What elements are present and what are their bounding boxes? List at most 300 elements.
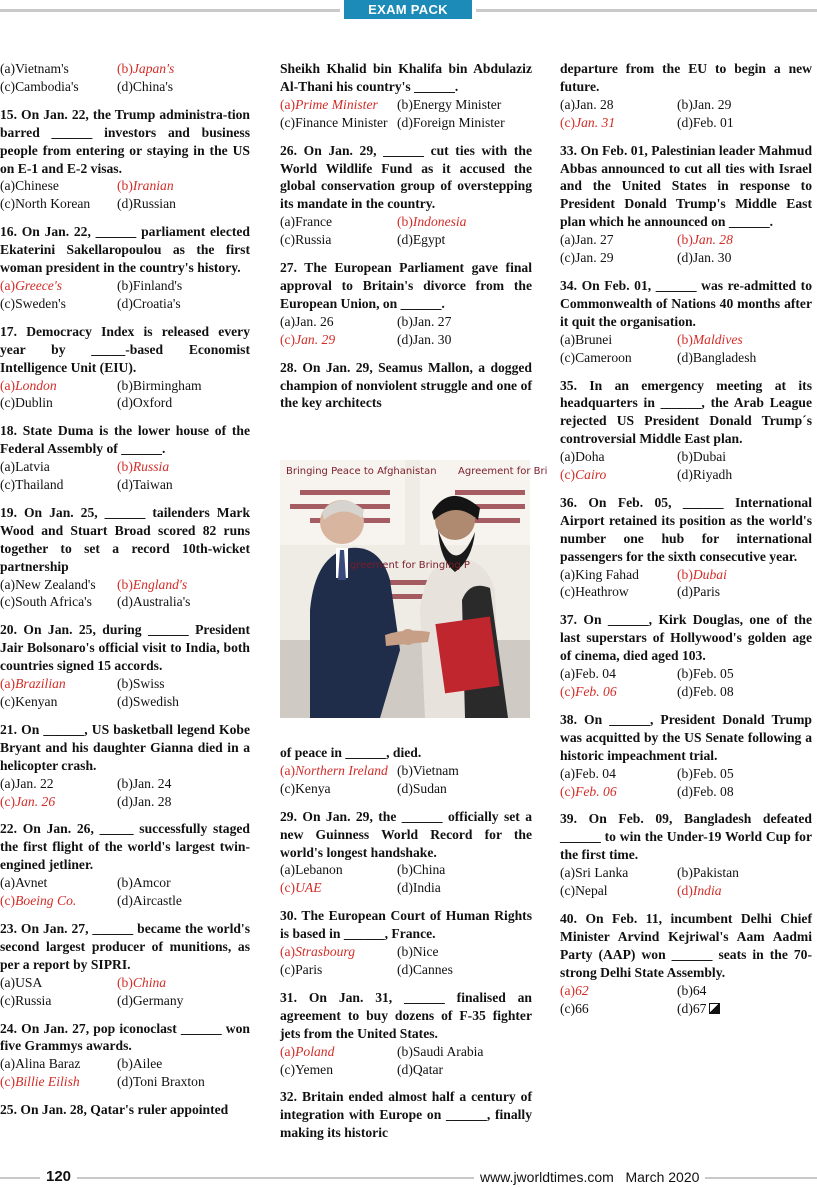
option-letter: (c) bbox=[280, 961, 296, 977]
answer-option bbox=[0, 775, 117, 793]
option-letter: (c) bbox=[0, 295, 16, 311]
option-letter: (a) bbox=[560, 449, 576, 465]
option-text: Jan. 22 bbox=[15, 775, 54, 791]
answer-option-correct bbox=[0, 277, 117, 295]
option-letter: (a) bbox=[280, 1043, 296, 1059]
question-text: 19. On Jan. 25, ______ tailenders Mark Wood and Stuart Broad scored 82 runs together to set a record 10th-wicket partnership bbox=[0, 504, 250, 574]
answer-options bbox=[0, 775, 250, 811]
option-letter: (a) bbox=[0, 875, 16, 891]
option-letter: (b) bbox=[117, 459, 133, 475]
answer-option bbox=[280, 1061, 397, 1079]
option-letter: (b) bbox=[397, 1043, 413, 1059]
answer-options bbox=[560, 665, 812, 701]
option-text: Japan's bbox=[132, 61, 175, 76]
answer-option bbox=[560, 765, 677, 783]
option-letter: (a) bbox=[560, 232, 576, 248]
answer-option-correct bbox=[117, 974, 250, 992]
option-text: Feb. 06 bbox=[575, 783, 617, 799]
answer-option-correct bbox=[280, 331, 397, 349]
option-text: Kenya bbox=[295, 780, 331, 796]
option-letter: (b) bbox=[117, 775, 133, 791]
option-text: Ailee bbox=[132, 1056, 163, 1072]
option-letter: (b) bbox=[117, 676, 133, 692]
question-text: 36. On Feb. 05, ______ International Airport retained its position as the world's number one hub for international passengers for the sixth consecutive year. bbox=[560, 494, 812, 564]
option-letter: (a) bbox=[560, 96, 576, 112]
answer-option-correct bbox=[560, 683, 677, 701]
answer-option bbox=[397, 879, 532, 897]
answer-options bbox=[560, 96, 812, 132]
answer-option bbox=[280, 114, 397, 132]
footer-site: www.jworldtimes.com bbox=[480, 1169, 614, 1185]
option-text: Indonesia bbox=[412, 214, 467, 230]
answer-option bbox=[117, 693, 250, 711]
answer-option bbox=[397, 861, 532, 879]
answer-option-correct bbox=[280, 1043, 397, 1061]
option-text: Jan. 28 bbox=[692, 232, 733, 248]
option-text: Sudan bbox=[412, 780, 447, 796]
answer-option bbox=[0, 458, 117, 476]
answer-option bbox=[397, 1043, 532, 1061]
option-letter: (d) bbox=[677, 349, 693, 365]
answer-option bbox=[0, 476, 117, 494]
answer-option-correct bbox=[280, 96, 397, 114]
answer-option-correct bbox=[677, 331, 812, 349]
option-letter: (d) bbox=[677, 467, 693, 483]
answer-option-correct bbox=[0, 793, 117, 811]
question-text: 35. In an emergency meeting at its headquarters in ______, the Arab League rejected US President Donald Trump´s controversial Middle East plan. bbox=[560, 377, 812, 447]
option-text: Russia bbox=[295, 232, 332, 248]
answer-options bbox=[0, 675, 250, 711]
answer-option bbox=[0, 576, 117, 594]
option-text: Chinese bbox=[15, 178, 59, 194]
answer-option bbox=[560, 665, 677, 683]
answer-options bbox=[0, 377, 250, 413]
option-text: Doha bbox=[575, 449, 605, 465]
answer-option bbox=[0, 195, 117, 213]
answer-option-correct bbox=[280, 762, 397, 780]
option-text: Nice bbox=[412, 944, 439, 960]
option-text: Jan. 27 bbox=[412, 313, 452, 329]
option-letter: (c) bbox=[560, 114, 576, 130]
option-letter: (c) bbox=[0, 594, 16, 610]
option-text: Sri Lanka bbox=[575, 865, 629, 881]
answer-options bbox=[280, 1043, 532, 1079]
photo-banner-mid: greement for Bringing P bbox=[350, 560, 470, 571]
answer-option-correct bbox=[0, 675, 117, 693]
answer-options bbox=[0, 1055, 250, 1091]
question-text: 29. On Jan. 29, the ______ officially set a new Guinness World Record for the world's longest handshake. bbox=[280, 808, 532, 860]
option-text: Dubai bbox=[692, 449, 727, 465]
option-letter: (a) bbox=[560, 982, 576, 998]
answer-option bbox=[677, 249, 812, 267]
answer-option bbox=[117, 593, 250, 611]
question-text: 32. Britain ended almost half a century of integration with Europe on ______, finally making its historic bbox=[280, 1089, 532, 1141]
option-text: Russia bbox=[132, 459, 170, 475]
answer-option bbox=[677, 466, 812, 484]
option-text: Lebanon bbox=[295, 862, 343, 878]
option-text: Saudi Arabia bbox=[412, 1043, 484, 1059]
option-text: Cairo bbox=[575, 467, 607, 483]
option-letter: (a) bbox=[0, 974, 16, 990]
answer-option bbox=[117, 1055, 250, 1073]
question-text: 15. On Jan. 22, the Trump administra-tion barred ______ investors and business people from entering or staying in the US on E-1 and E-2 visas. bbox=[0, 106, 250, 176]
option-letter: (d) bbox=[677, 1000, 693, 1016]
option-text: Yemen bbox=[295, 1061, 333, 1077]
answer-option bbox=[280, 861, 397, 879]
option-text: Brazilian bbox=[15, 676, 66, 692]
option-letter: (b) bbox=[117, 61, 133, 76]
option-letter: (d) bbox=[397, 232, 413, 248]
photo-illustration bbox=[280, 460, 530, 718]
answer-option bbox=[117, 277, 250, 295]
option-text: Kenyan bbox=[15, 694, 58, 709]
answer-option bbox=[117, 394, 250, 412]
answer-option bbox=[117, 377, 250, 395]
option-letter: (b) bbox=[677, 331, 693, 347]
answer-option bbox=[0, 974, 117, 992]
column-2 bbox=[280, 60, 532, 416]
question-continuation: of peace in ______, died. bbox=[280, 745, 422, 760]
answer-option-correct bbox=[117, 458, 250, 476]
answer-options bbox=[280, 762, 532, 798]
answer-options bbox=[0, 874, 250, 910]
answer-option-correct bbox=[560, 466, 677, 484]
answer-options bbox=[560, 231, 812, 267]
answer-option bbox=[117, 675, 250, 693]
option-text: Sweden's bbox=[15, 295, 66, 311]
question-text: 34. On Feb. 01, ______ was re-admitted to Commonwealth of Nations 40 months after it quit the organisation. bbox=[560, 277, 812, 329]
option-text: Jan. 30 bbox=[692, 250, 732, 266]
answer-option-correct bbox=[280, 879, 397, 897]
option-letter: (b) bbox=[677, 982, 693, 998]
option-text: Taiwan bbox=[132, 477, 173, 493]
footer-publication bbox=[474, 1169, 705, 1185]
answer-option bbox=[280, 213, 397, 231]
option-letter: (a) bbox=[560, 331, 576, 347]
answer-option-correct bbox=[0, 377, 117, 395]
answer-option bbox=[117, 1073, 250, 1091]
option-text: Feb. 04 bbox=[575, 765, 616, 781]
option-letter: (b) bbox=[397, 862, 413, 878]
option-text: England's bbox=[132, 576, 188, 592]
option-letter: (d) bbox=[117, 594, 133, 610]
option-letter: (a) bbox=[280, 214, 296, 230]
option-text: Feb. 08 bbox=[692, 684, 734, 699]
option-text: Pakistan bbox=[692, 865, 739, 881]
option-text: Riyadh bbox=[692, 467, 733, 483]
answer-options bbox=[0, 458, 250, 494]
option-text: Amcor bbox=[132, 875, 171, 891]
option-text: Jan. 29 bbox=[295, 331, 336, 347]
question-text: 20. On Jan. 25, during ______ President Jair Bolsonaro's official visit to India, both countries signed 15 accords. bbox=[0, 622, 250, 674]
answer-option bbox=[0, 177, 117, 195]
question-text: 31. On Jan. 31, ______ finalised an agreement to buy dozens of F-35 fighter jets from the United States. bbox=[280, 989, 532, 1041]
option-text: Finland's bbox=[132, 277, 183, 293]
option-letter: (d) bbox=[117, 1074, 133, 1090]
option-letter: (b) bbox=[677, 566, 693, 582]
answer-options bbox=[0, 177, 250, 213]
option-letter: (b) bbox=[117, 1056, 133, 1072]
answer-option bbox=[397, 780, 532, 798]
option-text: Swedish bbox=[132, 694, 179, 709]
option-letter: (c) bbox=[0, 992, 16, 1008]
option-letter: (c) bbox=[560, 467, 576, 483]
option-letter: (d) bbox=[677, 783, 693, 799]
option-letter: (d) bbox=[397, 880, 413, 896]
answer-option bbox=[397, 762, 532, 780]
option-text: Nepal bbox=[575, 883, 608, 899]
option-text: New Zealand's bbox=[15, 576, 96, 592]
answer-option bbox=[397, 943, 532, 961]
option-letter: (d) bbox=[117, 395, 133, 411]
answer-option-correct bbox=[0, 1073, 117, 1091]
option-letter: (d) bbox=[117, 295, 133, 311]
answer-option bbox=[280, 961, 397, 979]
option-text: Paris bbox=[295, 961, 323, 977]
option-text: Alina Baraz bbox=[15, 1056, 81, 1072]
option-letter: (d) bbox=[397, 114, 413, 130]
answer-option bbox=[677, 665, 812, 683]
option-text: Thailand bbox=[15, 477, 64, 493]
option-letter: (d) bbox=[677, 584, 693, 600]
answer-option-correct bbox=[280, 943, 397, 961]
option-letter: (c) bbox=[0, 196, 16, 212]
option-text: Germany bbox=[132, 992, 184, 1008]
column-1 bbox=[0, 60, 250, 1123]
option-text: Feb. 01 bbox=[692, 114, 734, 130]
answer-option bbox=[0, 593, 117, 611]
option-text: China bbox=[412, 862, 446, 878]
option-text: Dubai bbox=[692, 566, 727, 582]
answer-option bbox=[560, 331, 677, 349]
option-letter: (d) bbox=[117, 477, 133, 493]
option-letter: (d) bbox=[397, 1061, 413, 1077]
column-2-after-photo bbox=[280, 744, 532, 1146]
answer-option bbox=[397, 331, 532, 349]
option-letter: (a) bbox=[0, 676, 16, 692]
option-letter: (b) bbox=[117, 377, 133, 393]
option-text: South Africa's bbox=[15, 594, 92, 610]
answer-option-correct bbox=[397, 213, 532, 231]
option-text: Australia's bbox=[132, 594, 191, 610]
option-letter: (c) bbox=[560, 250, 576, 266]
footer-issue: March 2020 bbox=[625, 1169, 700, 1185]
option-letter: (d) bbox=[677, 114, 693, 130]
option-text: Vietnam's bbox=[15, 61, 69, 76]
option-text: Cambodia's bbox=[15, 78, 79, 94]
answer-option bbox=[397, 231, 532, 249]
option-text: Heathrow bbox=[575, 584, 629, 600]
answer-option bbox=[117, 78, 250, 96]
answer-option bbox=[560, 249, 677, 267]
option-letter: (c) bbox=[280, 331, 296, 347]
answer-option bbox=[280, 313, 397, 331]
option-letter: (b) bbox=[117, 277, 133, 293]
option-text: 62 bbox=[575, 982, 589, 998]
option-letter: (a) bbox=[560, 765, 576, 781]
option-letter: (c) bbox=[560, 684, 576, 699]
option-letter: (a) bbox=[560, 566, 576, 582]
answer-option bbox=[560, 882, 677, 900]
option-text: Foreign Minister bbox=[412, 114, 505, 130]
option-text: 64 bbox=[692, 982, 707, 998]
option-letter: (b) bbox=[677, 96, 693, 112]
answer-option bbox=[677, 765, 812, 783]
option-letter: (c) bbox=[0, 477, 16, 493]
answer-option bbox=[560, 566, 677, 584]
photo-handshake bbox=[280, 460, 548, 718]
answer-options bbox=[560, 982, 812, 1018]
option-letter: (c) bbox=[0, 395, 16, 411]
option-text: Maldives bbox=[692, 331, 743, 347]
header-rule-left bbox=[0, 9, 340, 12]
option-text: Feb. 06 bbox=[575, 684, 617, 699]
option-text: Birmingham bbox=[132, 377, 202, 393]
option-text: Jan. 30 bbox=[412, 331, 452, 347]
option-letter: (a) bbox=[560, 865, 576, 881]
option-letter: (b) bbox=[117, 576, 133, 592]
option-text: 66 bbox=[575, 1000, 589, 1016]
option-letter: (c) bbox=[0, 694, 16, 709]
option-letter: (d) bbox=[397, 780, 413, 796]
option-letter: (d) bbox=[117, 78, 133, 94]
answer-option bbox=[560, 583, 677, 601]
answer-option bbox=[117, 195, 250, 213]
answer-option bbox=[117, 295, 250, 313]
option-text: Aircastle bbox=[132, 893, 182, 909]
question-text: 22. On Jan. 26, _____ successfully staged the first flight of the world's largest twin-engined jetliner. bbox=[0, 821, 250, 873]
option-text: Feb. 08 bbox=[692, 783, 734, 799]
option-text: Paris bbox=[692, 584, 721, 600]
option-letter: (b) bbox=[117, 875, 133, 891]
option-text: Jan. 24 bbox=[132, 775, 172, 791]
option-letter: (b) bbox=[677, 765, 693, 781]
answer-option bbox=[117, 892, 250, 910]
answer-options bbox=[280, 213, 532, 249]
answer-option-correct bbox=[560, 783, 677, 801]
option-letter: (c) bbox=[0, 793, 16, 809]
answer-option bbox=[677, 349, 812, 367]
page-number: 120 bbox=[40, 1168, 77, 1185]
option-letter: (d) bbox=[397, 331, 413, 347]
option-text: Feb. 05 bbox=[692, 765, 734, 781]
option-text: Russian bbox=[132, 196, 176, 212]
option-text: Swiss bbox=[132, 676, 165, 692]
answer-option bbox=[677, 448, 812, 466]
option-letter: (d) bbox=[117, 196, 133, 212]
answer-options bbox=[560, 448, 812, 484]
answer-option bbox=[0, 394, 117, 412]
option-letter: (b) bbox=[677, 666, 693, 682]
option-text: Jan. 28 bbox=[132, 793, 172, 809]
photo-banner-right: Agreement for Bri bbox=[458, 466, 548, 477]
option-letter: (a) bbox=[0, 459, 16, 475]
question-text: 16. On Jan. 22, ______ parliament elected Ekaterini Sakellaropoulou as the first woman president in the country's history. bbox=[0, 224, 250, 276]
option-letter: (d) bbox=[117, 893, 133, 909]
answer-option bbox=[117, 793, 250, 811]
option-letter: (b) bbox=[397, 313, 413, 329]
option-text: Cameroon bbox=[575, 349, 632, 365]
option-text: India bbox=[412, 880, 441, 896]
answer-option bbox=[397, 114, 532, 132]
option-letter: (c) bbox=[560, 883, 576, 899]
question-text: 26. On Jan. 29, ______ cut ties with the World Wildlife Fund as it accused the global conservation group of overstepping its mandate in the country. bbox=[280, 142, 532, 212]
answer-option bbox=[0, 693, 117, 711]
option-text: Russia bbox=[15, 992, 52, 1008]
question-text: Sheikh Khalid bin Khalifa bin Abdulaziz Al-Thani his country's ______. bbox=[280, 61, 532, 94]
option-text: India bbox=[692, 883, 722, 899]
option-text: Latvia bbox=[15, 459, 50, 475]
answer-option bbox=[117, 874, 250, 892]
option-text: Avnet bbox=[15, 875, 48, 891]
option-text: Northern Ireland bbox=[295, 762, 388, 778]
option-letter: (a) bbox=[0, 277, 16, 293]
answer-option bbox=[560, 96, 677, 114]
answer-option bbox=[677, 1000, 812, 1018]
option-text: Egypt bbox=[412, 232, 446, 248]
option-text: Oxford bbox=[132, 395, 173, 411]
answer-option-correct bbox=[677, 566, 812, 584]
answer-option bbox=[677, 96, 812, 114]
answer-option-correct bbox=[117, 177, 250, 195]
option-text: North Korean bbox=[15, 196, 91, 212]
answer-option bbox=[397, 96, 532, 114]
answer-option bbox=[0, 60, 117, 78]
answer-option-correct bbox=[560, 982, 677, 1000]
option-letter: (b) bbox=[397, 762, 413, 778]
answer-option bbox=[560, 349, 677, 367]
option-text: Toni Braxton bbox=[132, 1074, 205, 1090]
option-letter: (c) bbox=[560, 349, 576, 365]
question-text: 17. Democracy Index is released every year by _____-based Economist Intelligence Unit (EIU). bbox=[0, 323, 250, 375]
option-text: Strasbourg bbox=[295, 944, 356, 960]
answer-option bbox=[117, 476, 250, 494]
question-text: 38. On ______, President Donald Trump was acquitted by the US Senate following a historic impeachment trial. bbox=[560, 711, 812, 763]
answer-option bbox=[397, 961, 532, 979]
option-letter: (c) bbox=[280, 1061, 296, 1077]
column-3 bbox=[560, 60, 812, 1027]
option-text: France bbox=[295, 214, 333, 230]
answer-option bbox=[677, 114, 812, 132]
option-text: China's bbox=[132, 78, 174, 94]
question-text: 24. On Jan. 27, pop iconoclast ______ won five Grammys awards. bbox=[0, 1020, 250, 1054]
option-text: Greece's bbox=[15, 277, 63, 293]
answer-option bbox=[560, 231, 677, 249]
option-letter: (c) bbox=[280, 880, 296, 896]
option-text: USA bbox=[15, 974, 43, 990]
option-letter: (a) bbox=[280, 762, 296, 778]
answer-option bbox=[280, 780, 397, 798]
option-letter: (a) bbox=[280, 313, 296, 329]
option-letter: (a) bbox=[0, 61, 16, 76]
option-letter: (b) bbox=[397, 214, 413, 230]
answer-option-correct bbox=[0, 892, 117, 910]
answer-options bbox=[0, 974, 250, 1010]
answer-option bbox=[397, 313, 532, 331]
answer-option-correct bbox=[560, 114, 677, 132]
option-letter: (c) bbox=[0, 1074, 16, 1090]
header-rule-right bbox=[476, 9, 817, 12]
option-text: Jan. 26 bbox=[15, 793, 56, 809]
answer-option-correct bbox=[117, 576, 250, 594]
answer-option bbox=[0, 295, 117, 313]
answer-options bbox=[0, 576, 250, 612]
answer-option bbox=[280, 231, 397, 249]
question-text: 28. On Jan. 29, Seamus Mallon, a dogged champion of nonviolent struggle and one of the key architects bbox=[280, 359, 532, 411]
answer-option bbox=[560, 864, 677, 882]
option-letter: (a) bbox=[0, 178, 16, 194]
option-letter: (d) bbox=[117, 793, 133, 809]
